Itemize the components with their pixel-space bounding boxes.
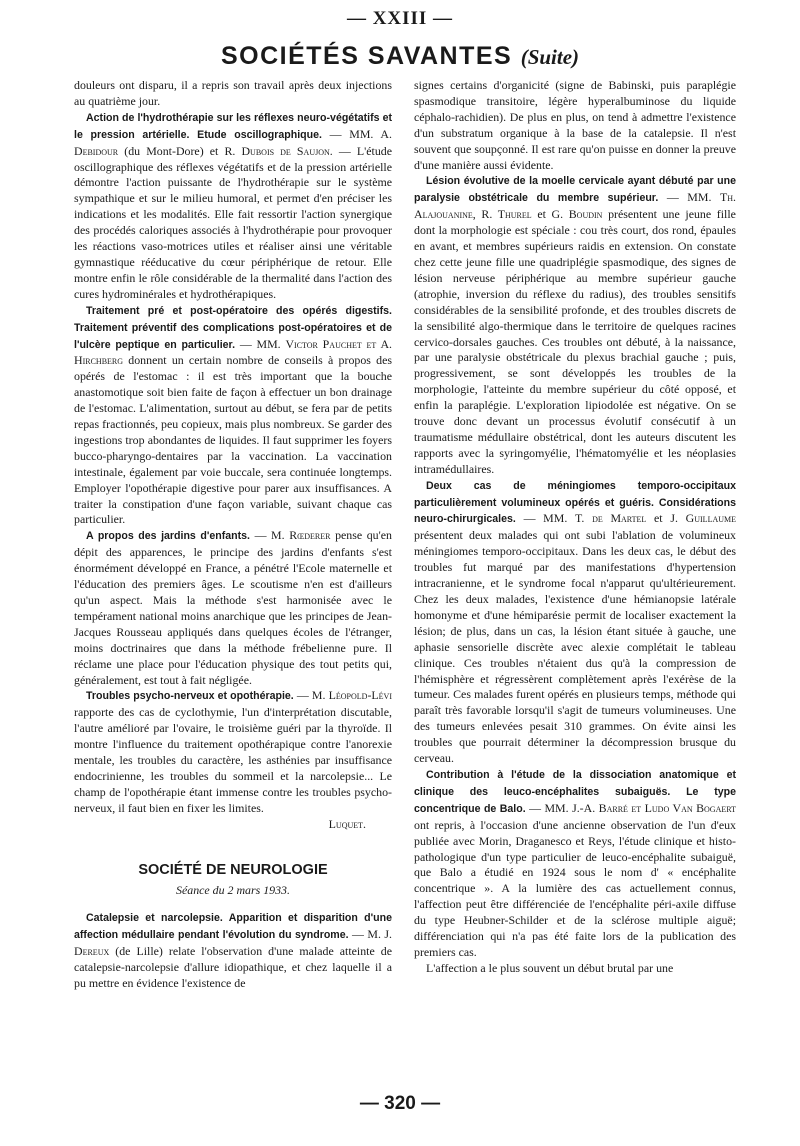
article-title: Traitement pré et post-opératoire des opérés digestifs. Traitement préventif des complications post-opératoires et de l'ulcère peptique en particulier.	[74, 304, 392, 351]
article-body: ont repris, à l'occasion d'une ancienne observation de l'un d'eux publiée avec Morin, Draganesco et Reys, l'étude clinique et histo-pathologique d'un type particulier de leuco-encéphalite subaiguë, que Balo a étudié en 1924 sous le nom d' « encéphalite concentrique ». A la lumière des cas actuellement connus, l'affection peut être différenciée de l'encéphalite péri-axile diffuse du type Heubner-Schilder et de la sclérose multiple aiguë; différenciation qui n'a pas été faite lors de la publication des premiers cas.	[414, 817, 736, 959]
authors-prefix: MM.	[256, 336, 281, 351]
author-name: Léopold-Lévi	[328, 688, 392, 703]
article-title: Action de l'hydrothérapie sur les réflexes neuro-végétatifs et le pression artérielle. Etude oscillographique.	[74, 111, 392, 141]
authors-prefix: MM. A.	[349, 126, 392, 141]
paragraph: douleurs ont disparu, il a repris son travail après deux injections au quatrième jour.	[74, 78, 392, 108]
author-name: Dereux	[74, 944, 110, 959]
article-hydrotherapie: Action de l'hydrothérapie sur les réflexes neuro-végétatifs et le pression artérielle. Etude oscillographique. — MM. A. Debidour (du Mont-Dore) et R. Dubois de Saujon. — L'étude oscillographique des réflexes végétatifs et de la pression artérielle démontre l'action puissante de l'hydrothérapie sur le système sympathique et sur le milieu humoral, et permet d'en préciser les indications et les modalités. Elle fait ressortir l'action synergique des procédés caloriques associés à l'hydrothérapie pour provoquer les réactions vaso-motrices utiles et réaliser ainsi une véritable gymnastique rééducative du cœur périphérique de retour. Elle montre enfin le rôle considérable de la thermalité dans l'action des cures hydrominérales et hydrothérapiques.	[74, 111, 392, 301]
authors-connector: (du Mont-Dore) et R.	[124, 143, 236, 158]
authors-prefix: MM.	[543, 511, 568, 526]
article-title: Deux cas de méningiomes temporo-occipitaux particulièrement volumineux opérés et guéris. Considérations neuro-chirurgicales.	[414, 479, 736, 526]
author-name: Rœderer	[289, 528, 331, 543]
left-column	[74, 78, 392, 992]
article-leuco-encephalites: Contribution à l'étude de la dissociation anatomique et clinique des leuco-encéphalites subaiguës. Le type concentrique de Balo. — MM. J.-A. Barré et Ludo Van Bogaert ont repris, à l'occasion d'une ancienne observation de l'un d'eux publiée avec Morin, Draganesco et Reys, l'étude clinique et histo-pathologique d'un type particulier de leuco-encéphalite subaiguë, que Balo a étudié en 1924 sous le nom d' « encéphalite concentrique ». A la lumière des cas actuellement connus, l'affection peut être différenciée de l'encéphalite péri-axile diffuse du type Heubner-Schilder et de la sclérose multiple aiguë; différenciation qui n'a pas été faite lors de la publication des premiers cas.	[414, 768, 736, 959]
article-title: Contribution à l'étude de la dissociation anatomique et clinique des leuco-encéphalites subaiguës. Le type concentrique de Balo.	[414, 768, 736, 815]
page-number: — 320 —	[359, 1093, 441, 1114]
author-name: Debidour	[74, 143, 119, 158]
article-psycho-nerveux: Troubles psycho-nerveux et opothérapie. — M. Léopold-Lévi rapporte des cas de cyclothymie, l'un d'interprétation discutable, l'autre amélioré par l'ovaire, le troisième guéri par la thyroïde. Il montre l'influence du traitement opothérapique contre l'anorexie mentale, les troubles du caractère, les asthénies par insuffisance endocrinienne, les troubles du sommeil et la narcolepsie... Le champ de l'opothérapie étant immense contre les troubles psycho-nerveux, il faut bien en fixer les limites.	[74, 688, 392, 815]
author-name: T. de Martel	[575, 511, 647, 526]
article-moelle-cervicale: Lésion évolutive de la moelle cervicale ayant débuté par une paralysie obstétricale du membre supérieur. — MM. Th. Alajouanine, R. Thurel et G. Boudin présentent une jeune fille dont la morphologie est spéciale : cou très court, dos rond, épaules en avant, et membres supérieurs raidis en extension. On constate chez cette jeune fille une quadriplégie spasmodique, des signes de lésion nerveuse périphérique au membre supérieur gauche (atrophie, inversion du réflexe du radius), des troubles sensitifs considérables de la sensibilité profonde, et des troubles discrets de la sensibilité algo-thermique dans le territoire de quelques racines cervico-dorsales gauches. Ces troubles ont débuté, à la naissance, par une paralysie obstétricale du plexus brachial gauche ; puis, progressivement, se sont développés les troubles de la morphologie, l'atteinte du membre supérieur du côté opposé, et enfin la paraplégie. L'exploration lipiodolée est négative. On se trouve donc devant un processus évolutif consécutif à un traumatisme médullaire obstétrical, dont les auteurs discutent les rapports avec la syringomyélie, l'hématomyélie et les néoplasies intramédullaires.	[414, 175, 736, 476]
authors-connector: et	[654, 511, 663, 526]
right-column	[414, 78, 736, 977]
article-body: rapporte des cas de cyclothymie, l'un d'interprétation discutable, l'autre amélioré par l'ovaire, le troisième guéri par la thyroïde. Il montre l'influence du traitement opothérapique contre l'anorexie mentale, les troubles du caractère, les asthénies par insuffisance endocrinienne, les troubles du sommeil et la narcolepsie... Le champ de l'opothérapie étant immense contre les troubles psycho-nerveux, il faut bien en fixer les limites.	[74, 705, 392, 815]
article-body: pense qu'en dépit des apparences, le principe des jardins d'enfants s'est énormément développé en France, a pénétré l'Ecole maternelle et l'éducation des premiers âges. Le scoutisme n'en est d'ailleurs qu'un aspect. Mais la méthode s'est harmonisée avec le tempérament national moins anarchique que les principes de Jean-Jacques Rousseau appliqués dans quelques écoles de l'étranger, moins doctrinaires que dans la méthode frébelienne pure. Il réclame une place pour l'éducation physique des tout petits qui, généralement, est tout à fait négligée.	[74, 528, 392, 687]
article-title: Troubles psycho-nerveux et opothérapie.	[86, 690, 294, 703]
session-date: Séance du 2 mars 1933.	[176, 882, 290, 897]
author-name: G. Boudin	[551, 207, 603, 222]
article-body: présentent une jeune fille dont la morphologie est spéciale : cou très court, dos rond, épaules en avant, et membres supérieurs raidis en extension. On constate chez cette jeune fille une quadriplégie spasmodique, des signes de lésion nerveuse périphérique au membre supérieur gauche (atrophie, inversion du réflexe du radius), des troubles sensitifs considérables de la sensibilité profonde, et des troubles discrets de la sensibilité algo-thermique dans le territoire de quelques racines cervico-dorsales gauches. Ces troubles ont débuté, à la naissance, par une paralysie obstétricale du plexus brachial gauche ; puis, progressivement, se sont développés les troubles de la morphologie, l'atteinte du membre supérieur du côté opposé, et enfin la paraplégie. L'exploration lipiodolée est négative. On se trouve donc devant un processus évolutif consécutif à un traumatisme médullaire obstétrical, dont les auteurs discutent les rapports avec la syringomyélie, l'hématomyélie et les néoplasies intramédullaires.	[414, 207, 736, 476]
paragraph: signes certains d'organicité (signe de Babinski, puis paraplégie spasmodique transitoire, légère hyperalbuminose du liquide céphalo-rachidien). De plus en plus, on tend à admettre l'existence d'un substratum organique à la base de la catalepsie. Il n'est souvent que soupçonné. Il est rare qu'on puisse en donner la preuve d'une manière aussi évidente.	[414, 78, 736, 172]
header-title-suffix: (Suite)	[520, 45, 580, 69]
article-operes-digestifs: Traitement pré et post-opératoire des opérés digestifs. Traitement préventif des complications post-opératoires et de l'ulcère peptique en particulier. — MM. Victor Pauchet et A. Hirchberg donnent un certain nombre de conseils à propos des opérés de l'estomac : il est très important que la bouche anastomotique soit bien faite de façon à effectuer un bon drainage de l'estomac. L'alimentation, surtout au début, se fera par de petits repas fractionnés, peu copieux, mais plus nombreux. Se garder des ingestions trop abondantes de liquides. Il faut supprimer les foyers bucco-pharyngo-dentaires par la vaccination. La vaccination intestinale, également par voie buccale, sera continuée longtemps. Employer l'opothérapie digestive pour parer aux insuffisances. A traiter la constipation d'une façon variable, suivant chaque cas particulier.	[74, 304, 392, 527]
authors-prefix: M.	[311, 688, 326, 703]
running-header-title	[0, 42, 800, 71]
signature: Luquet.	[328, 816, 366, 831]
author-name: J. Guillaume	[670, 511, 737, 526]
article-meningiomes: Deux cas de méningiomes temporo-occipitaux particulièrement volumineux opérés et guéris. Considérations neuro-chirurgicales. — MM. T. de Martel et J. Guillaume présentent deux malades qui ont subi l'ablation de volumineux méningiomes temporo-occipitaux. Dans les deux cas, le début des troubles fut marqué par des manifestations d'hypertension intracranienne, et le syndrome focal n'apparut qu'ultérieurement. Chez les deux malades, l'existence d'une hémianopsie latérale homonyme et d'une hémiparésie permit de localiser exactement la lésion; de plus, dans un cas, la lésion étant située à gauche, une aphasie sensorielle discrète avec alexie complétait le tableau clinique. Ces troubles n'étaient dus qu'à la compression de l'hémisphère et régressèrent complètement après l'exérèse de la tumeur. Ces malades furent opérés en plusieurs temps, méthode qui paraît très favorable lorsqu'il s'agit de tumeurs volumineuses. Une des tumeurs enlevées pesait 310 grammes. On évite ainsi les troubles que pourrait déterminer la décompression brusque du cerveau.	[414, 479, 737, 766]
article-jardins-enfants: A propos des jardins d'enfants. — M. Rœderer pense qu'en dépit des apparences, le principe des jardins d'enfants s'est énormément développé en France, a pénétré l'Ecole maternelle et l'éducation des premiers âges. Le scoutisme n'en est d'ailleurs qu'un aspect. Mais la méthode s'est harmonisée avec le tempérament national moins anarchique que les principes de Jean-Jacques Rousseau appliqués dans quelques écoles de l'étranger, moins doctrinaires que dans la méthode frébelienne pure. Il réclame une place pour l'éducation physique des tout petits qui, généralement, est tout à fait négligée.	[74, 528, 392, 687]
article-title: Catalepsie et narcolepsie. Apparition et disparition d'une affection médullaire pendant l'évolution du syndrome.	[74, 912, 392, 942]
article-body: présentent deux malades qui ont subi l'ablation de volumineux méningiomes temporo-occipitaux. Dans les deux cas, le début des troubles fut marqué par des manifestations d'hypertension intracranienne, et le syndrome focal n'apparut qu'ultérieurement. Chez les deux malades, l'existence d'une hémianopsie latérale homonyme et d'une hémiparésie permit de localiser exactement la lésion; de plus, dans un cas, la lésion étant située à gauche, une aphasie sensorielle discrète avec alexie complétait le tableau clinique. Ces troubles n'étaient dus qu'à la compression de l'hémisphère et régressèrent complètement après l'exérèse de la tumeur. Ces malades furent opérés en plusieurs temps, méthode qui paraît très favorable lorsqu'il s'agit de tumeurs volumineuses. Une des tumeurs enlevées pesait 310 grammes. On évite ainsi les troubles que pourrait déterminer la décompression brusque du cerveau.	[414, 528, 736, 766]
authors-prefix: M. J.	[367, 927, 392, 942]
page-number-roman: — XXIII —	[346, 8, 454, 29]
article-title: A propos des jardins d'enfants.	[86, 530, 250, 543]
article-catalepsie: Catalepsie et narcolepsie. Apparition et disparition d'une affection médullaire pendant l'évolution du syndrome. — M. J. Dereux (de Lille) relate l'observation d'une malade atteinte de catalepsie-narcolepsie d'allure idiopathique, et chez laquelle il a pu mettre en évidence l'existence de	[74, 912, 392, 991]
paragraph: L'affection a le plus souvent un début brutal par une	[426, 960, 674, 975]
authors-prefix: M.	[271, 528, 285, 543]
article-title: Lésion évolutive de la moelle cervicale ayant débuté par une paralysie obstétricale du membre supérieur.	[414, 175, 736, 205]
author-name: Th. Alajouanine, R. Thurel	[414, 190, 736, 222]
authors-prefix: MM.	[544, 800, 569, 815]
article-body: donnent un certain nombre de conseils à propos des opérés de l'estomac : il est très important que la bouche anastomotique soit bien faite de façon à effectuer un bon drainage de l'estomac. L'alimentation, surtout au début, se fera par de petits repas fractionnés, peu copieux, mais plus nombreux. Se garder des ingestions trop abondantes de liquides. Il faut supprimer les foyers bucco-pharyngo-dentaires par la vaccination. La vaccination intestinale, également par voie buccale, sera continuée longtemps. Employer l'opothérapie digestive pour parer aux insuffisances. A traiter la constipation d'une façon variable, suivant chaque cas particulier.	[74, 353, 392, 527]
authors-connector: et	[537, 207, 546, 222]
authors-prefix: MM.	[687, 190, 712, 205]
article-body: (de Lille) relate l'observation d'une malade atteinte de catalepsie-narcolepsie d'allure idiopathique, et chez laquelle il a pu mettre en évidence l'existence de	[74, 944, 392, 991]
header-title-text: SOCIÉTÉS SAVANTES	[220, 42, 513, 70]
section-heading: SOCIÉTÉ DE NEUROLOGIE	[138, 861, 328, 878]
author-name: Dubois de Saujon.	[241, 143, 333, 158]
author-name: J.-A. Barré et Ludo Van Bogaert	[572, 800, 736, 815]
article-body: L'étude oscillographique des réflexes végétatifs et de la pression artérielle démontre l'action puissante de l'hydrothérapie sur le système sympathique et sur le milieu humoral, et permet d'en préciser les indications et les modalités. Elle fait ressortir l'action synergique des procédés caloriques associés à l'hydrothérapie pour provoquer les réactions vaso-motrices utiles et réaliser ainsi une véritable gymnastique rééducative du cœur périphérique de retour. Elle montre enfin le rôle considérable de la thermalité dans l'action des cures hydrominérales et hydrothérapiques.	[74, 143, 392, 301]
author-name: Victor Pauchet et A. Hirchberg	[74, 336, 392, 368]
